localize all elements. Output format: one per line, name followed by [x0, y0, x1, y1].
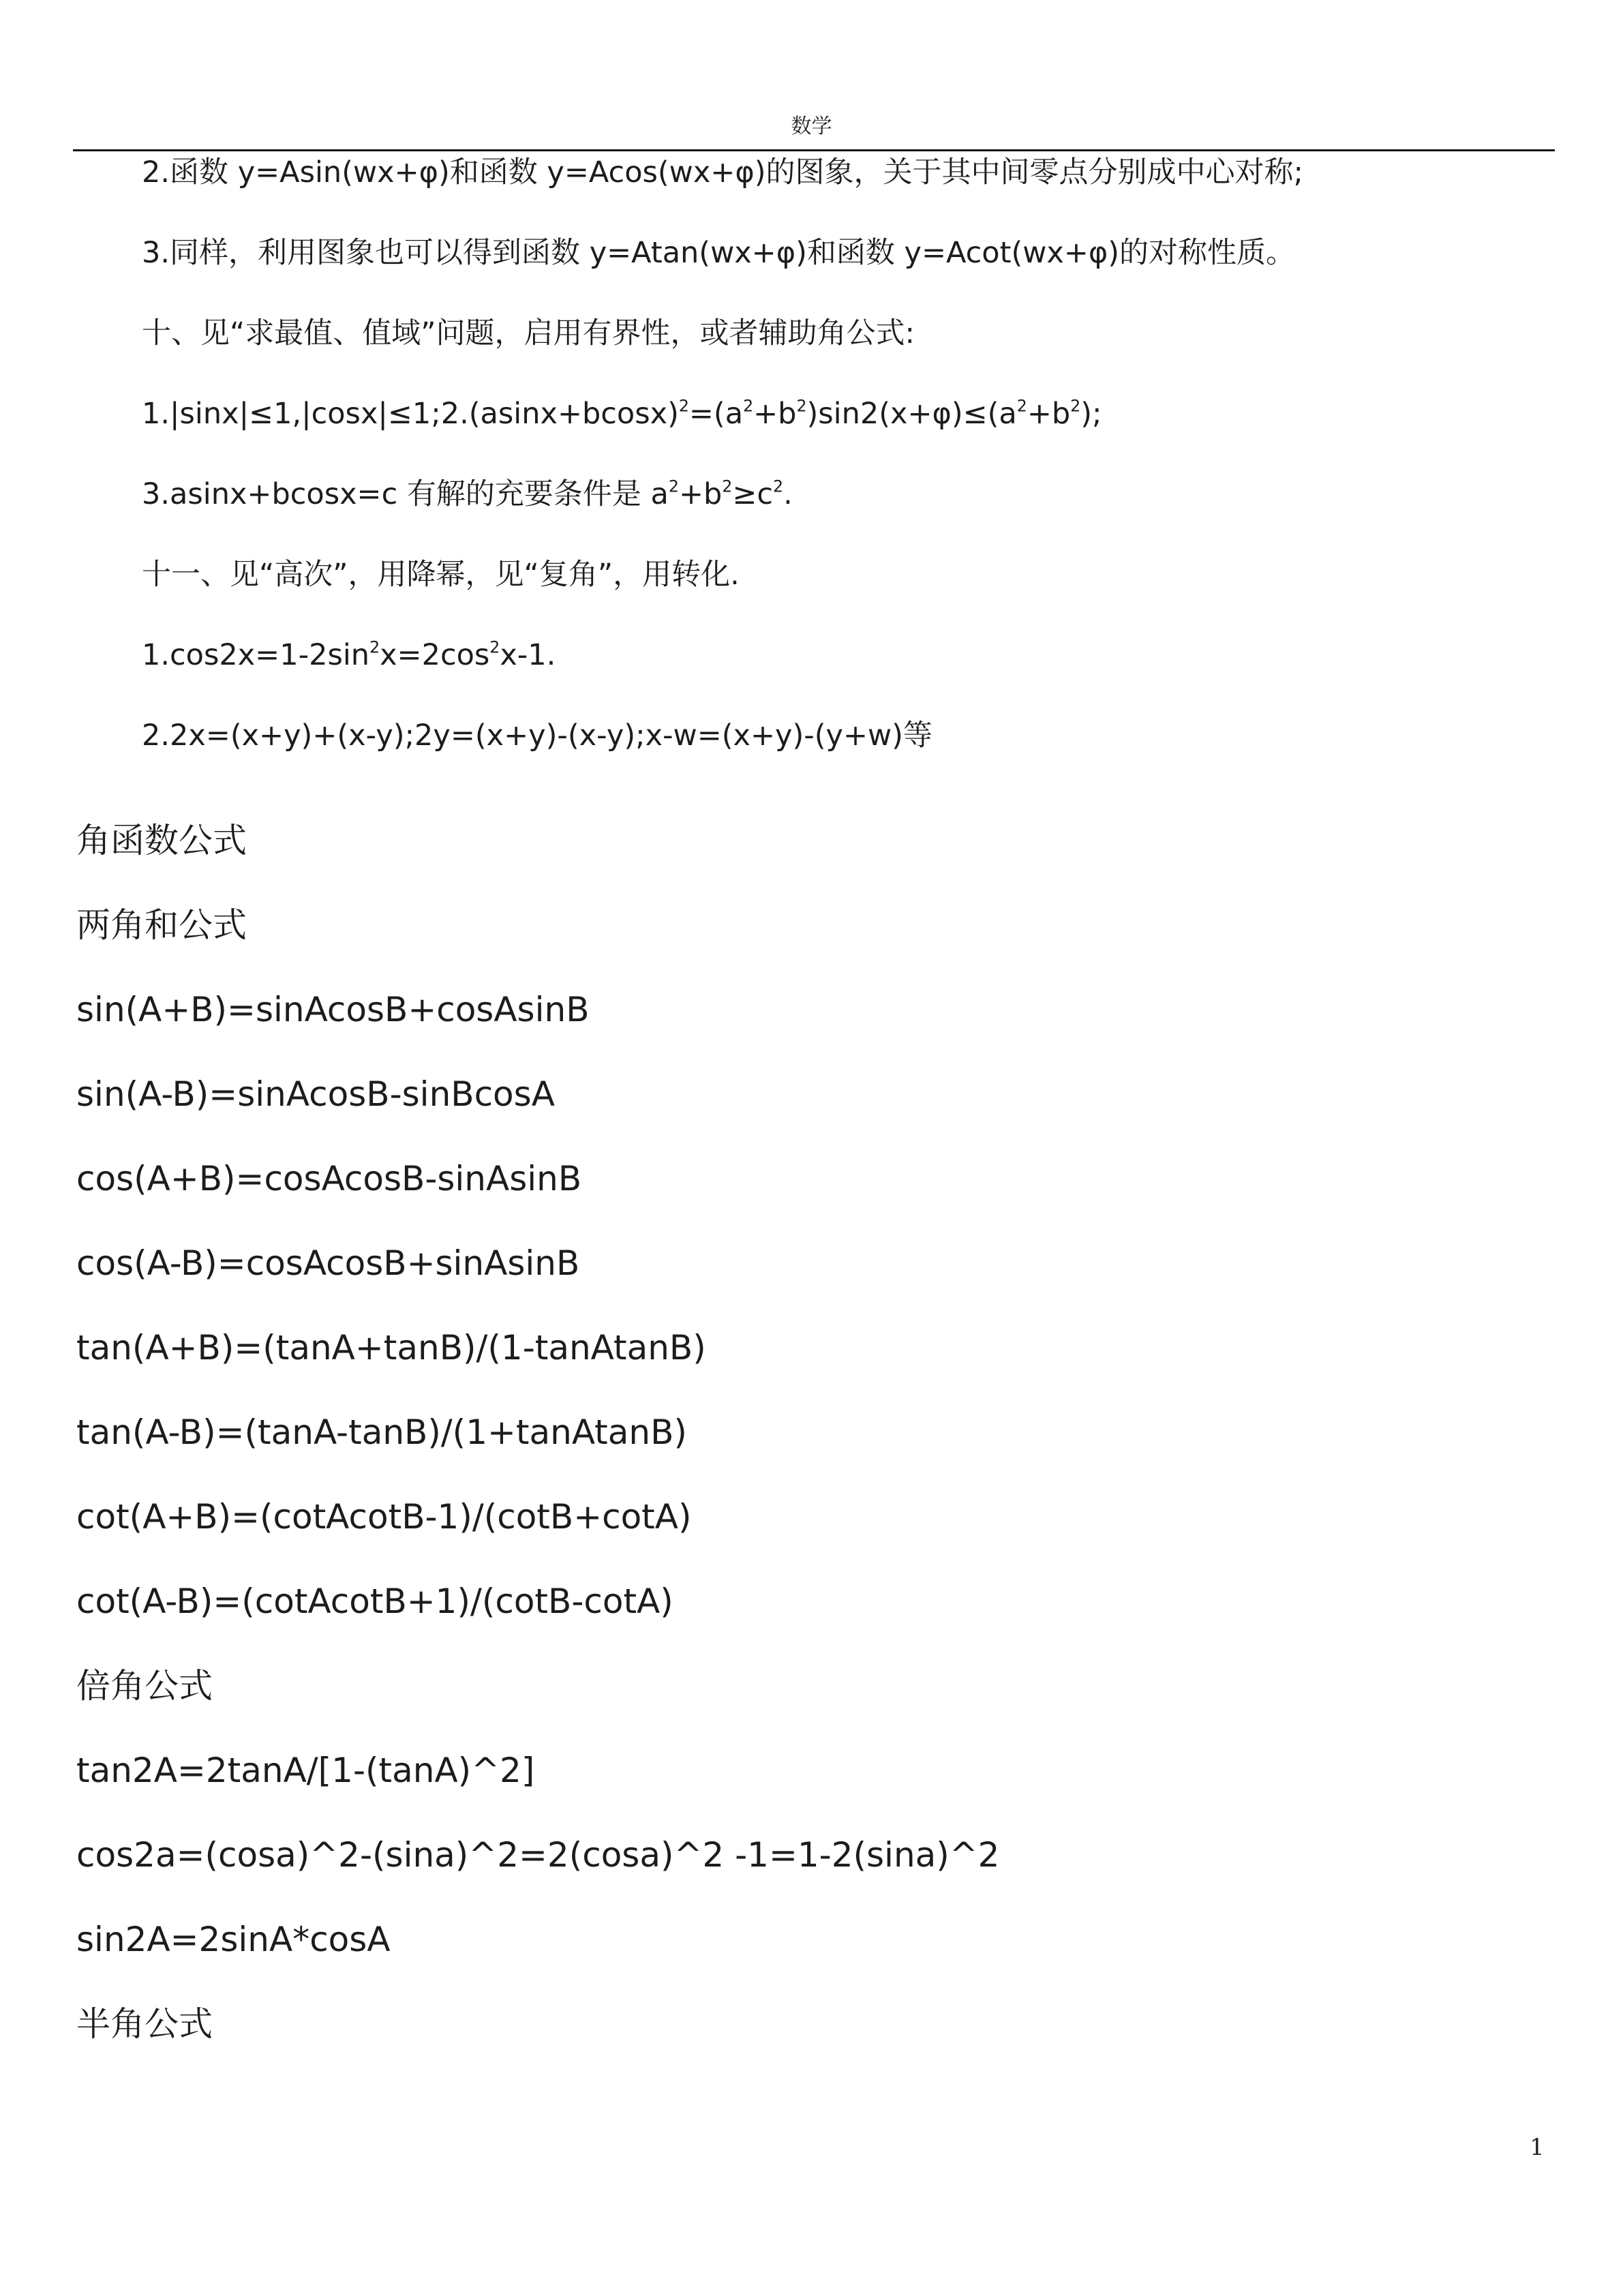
text-line-boundedness-formula: $1.|\sin x|\le 1,|\cos x|\le 1;2.(asinx+bcosx)^2=(a^2+b^2)\sin 2(x+\varphi)\le(a^2+b^2)$;	[142, 396, 1102, 431]
page-number: 1	[1530, 2134, 1545, 2161]
text-line-symmetry-tan-cot: 3.同样，利用图象也可以得到函数 y=Atan(wx+φ)和函数 y=Acot(wx+φ)的对称性质。	[142, 236, 1296, 270]
text-line-solvability-condition: 3.asinx+bcosx=c 有解的充要条件是 $a^2+b^2\ge c^2$.	[142, 477, 793, 511]
formula-tan-sum: tan(A+B)=(tanA+tanB)/(1-tanAtanB)	[76, 1328, 706, 1368]
text-line-angle-transform: 2.2x=(x+y)+(x-y);2y=(x+y)-(x-y);x-w=(x+y)-(y+w)等	[142, 719, 932, 753]
heading-sum-formulas: 两角和公式	[76, 905, 247, 945]
formula-tan-diff: tan(A-B)=(tanA-tanB)/(1+tanAtanB)	[76, 1413, 687, 1452]
formula-cot-diff: cot(A-B)=(cotAcotB+1)/(cotB-cotA)	[76, 1582, 673, 1621]
formula-sin-diff: sin(A-B)=sinAcosB-sinBcosA	[76, 1074, 555, 1114]
formula-cos-diff: cos(A-B)=cosAcosB+sinAsinB	[76, 1243, 580, 1283]
text-line-double-angle-cos: $1.\cos 2x=1-2\sin^2x=2\cos^2x-1$.	[142, 637, 556, 672]
text-line-section-ten: 十、见“求最值、值域”问题，启用有界性，或者辅助角公式:	[142, 316, 915, 350]
formula-cos-double: cos2a=(cosa)^2-(sina)^2=2(cosa)^2 -1=1-2(sina)^2	[76, 1835, 1000, 1875]
formula-cos-sum: cos(A+B)=cosAcosB-sinAsinB	[76, 1159, 582, 1198]
formula-sin-sum: sin(A+B)=sinAcosB+cosAsinB	[76, 990, 590, 1029]
formula-tan-double: tan2A=2tanA/[1-(tanA)^2]	[76, 1751, 535, 1790]
formula-cot-sum: cot(A+B)=(cotAcotB-1)/(cotB+cotA)	[76, 1497, 692, 1537]
heading-trig-formulas: 角函数公式	[76, 821, 247, 860]
formula-sin-double: sin2A=2sinA*cosA	[76, 1920, 391, 1959]
text-line-symmetry-sin-cos: 2.函数 y=Asin(wx+φ)和函数 y=Acos(wx+φ)的图象，关于其中间零点分别成中心对称;	[142, 155, 1303, 190]
heading-double-angle: 倍角公式	[76, 1666, 213, 1706]
text-line-section-eleven: 十一、见“高次”，用降幂，见“复角”，用转化.	[142, 558, 740, 592]
header-divider	[73, 149, 1555, 151]
page-header-title: 数学	[791, 115, 832, 138]
heading-half-angle: 半角公式	[76, 2004, 213, 2044]
